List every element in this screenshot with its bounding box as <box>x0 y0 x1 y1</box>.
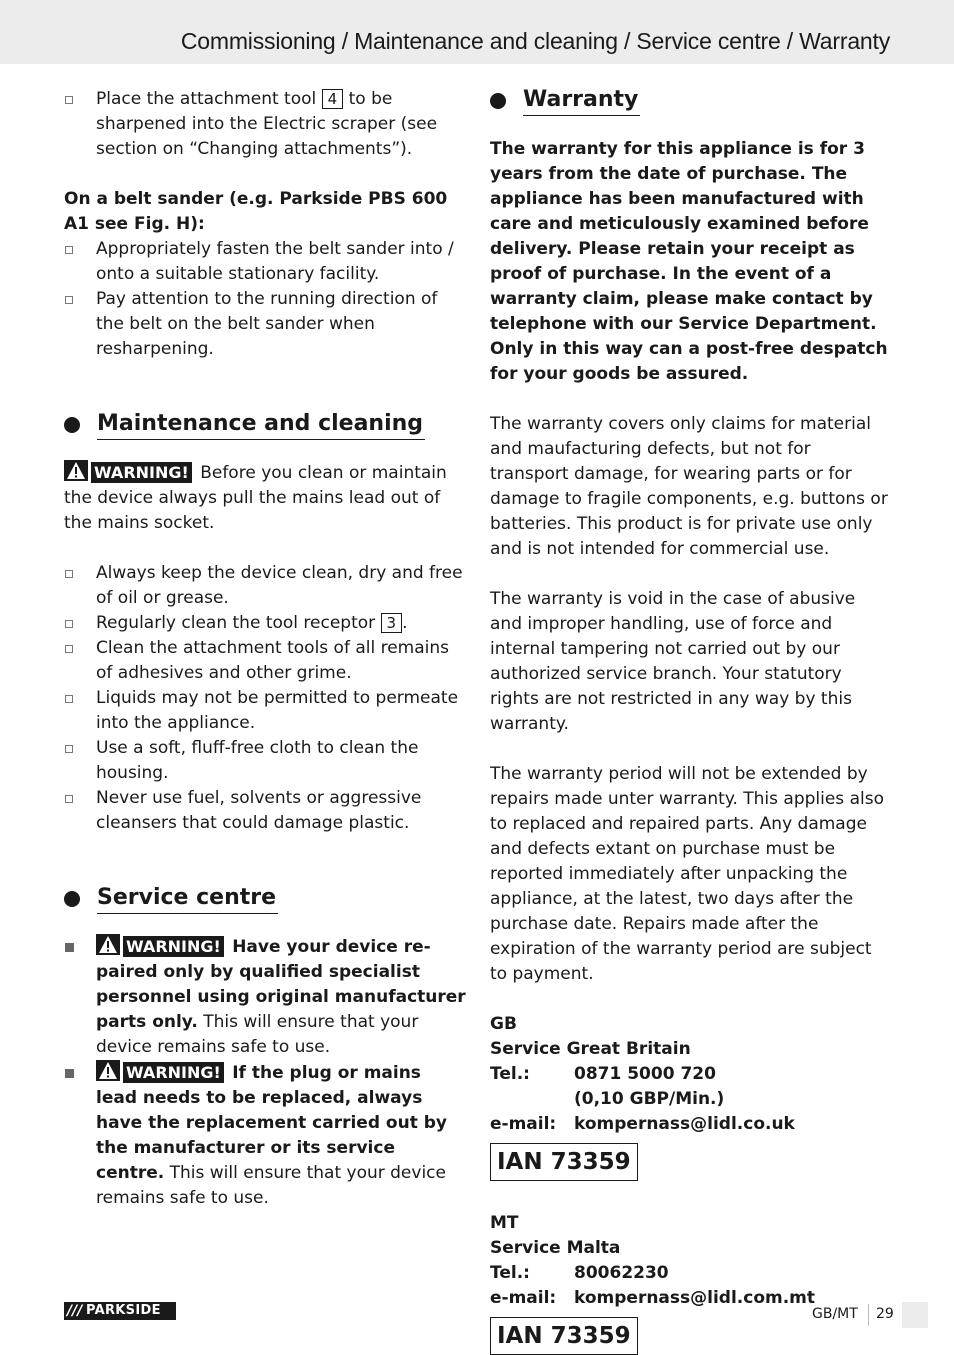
language-code: GB/MT <box>812 1306 858 1322</box>
country-code: GB <box>490 1014 517 1034</box>
warning-triangle-icon <box>96 1060 120 1081</box>
warranty-heading <box>490 85 892 121</box>
ian-box: IAN 73359 <box>490 1143 638 1181</box>
section-title: Service centre <box>97 883 278 914</box>
list-item <box>64 561 466 611</box>
tel-value: 80062230 <box>574 1263 669 1283</box>
warning-bold-text: If the plug or mains lead needs to be replaced, always have the replacement carried out by the manufacturer or its service centre. <box>96 1063 447 1183</box>
maintenance-heading <box>64 409 466 445</box>
list-item <box>64 287 466 362</box>
checkbox-bullet-icon <box>65 745 73 753</box>
item-text: Liquids may not be permitted to permeate into the appliance. <box>96 688 459 733</box>
warning-label: WARNING! <box>91 462 192 483</box>
warning-text: Before you clean or maintain the device always pull the mains lead out of the mains socket. <box>64 463 447 533</box>
checkbox-bullet-icon <box>65 795 73 803</box>
page-header <box>0 0 954 64</box>
page-number: 29 <box>876 1306 894 1322</box>
warning-text: This will ensure that your device remains safe to use. <box>96 1012 419 1057</box>
item-text: Always keep the device clean, dry and free of oil or grease. <box>96 563 463 608</box>
country-code: MT <box>490 1213 519 1233</box>
ian-box: IAN 73359 <box>490 1317 638 1355</box>
warranty-paragraph: The warranty covers only claims for material and maufacturing defects, but not for transport damage, for wearing parts or for damage to fragile components, e.g. buttons or batteries. This product is for private use only and is not intended for commercial use. <box>490 414 888 559</box>
tel-label: Tel.: <box>490 1064 530 1084</box>
section-title: Warranty <box>523 85 640 116</box>
tel-value: 0871 5000 720 <box>574 1064 716 1084</box>
list-item <box>64 87 466 162</box>
warning-triangle-icon <box>64 460 88 481</box>
list-item <box>64 237 466 287</box>
tel-rate: (0,10 GBP/Min.) <box>574 1089 725 1109</box>
item-text: Appropriately fasten the belt sander into / onto a suitable stationary facility. <box>96 239 454 284</box>
right-column <box>490 85 892 1355</box>
list-item <box>64 786 466 836</box>
item-text: Use a soft, fluff-free cloth to clean the housing. <box>96 738 419 783</box>
checkbox-bullet-icon <box>65 695 73 703</box>
logo-stripes-icon: /// <box>67 1303 83 1319</box>
checkbox-bullet-icon <box>65 570 73 578</box>
service-contact-gb <box>490 1012 892 1181</box>
checkbox-bullet-icon <box>65 96 73 104</box>
footer-tab <box>902 1302 928 1328</box>
service-contact-mt <box>490 1211 892 1355</box>
tel-label: Tel.: <box>490 1263 530 1283</box>
checkbox-bullet-icon <box>65 246 73 254</box>
item-text: Place the attachment tool <box>96 89 317 109</box>
list-item <box>64 611 466 636</box>
service-warning-2 <box>64 1060 466 1211</box>
service-name: Service Malta <box>490 1238 621 1258</box>
warranty-paragraph: The warranty period will not be extended by repairs made unter warranty. This applies also to replaced and repaired parts. Any damage and defects extant on purchase must be reported immediately after unpacking the appliance, at the latest, two days after the purchase date. Repairs made after the expiration of the warranty period are subject to payment. <box>490 764 884 984</box>
part-number: 4 <box>322 89 344 109</box>
item-text: Pay attention to the running direction of the belt on the belt sander when resharpening. <box>96 289 438 359</box>
list-item <box>64 736 466 786</box>
item-text: . <box>402 613 408 633</box>
email-label: e-mail: <box>490 1114 557 1134</box>
parkside-logo <box>64 1302 176 1320</box>
service-centre-heading <box>64 883 466 919</box>
warranty-bold-paragraph: The warranty for this appliance is for 3 years from the date of purchase. The appliance has been manufactured with care and meticulously examined before delivery. Please retain your receipt as proof of purchase. In the event of a warranty claim, please make contact by telephone with our Service Department. Only in this way can a post-free despatch for your goods be assured. <box>490 139 888 384</box>
email-value[interactable]: kompernass@lidl.com.mt <box>574 1288 816 1308</box>
logo-text: PARKSIDE <box>86 1303 161 1318</box>
warning-text: This will ensure that your device remains safe to use. <box>96 1163 446 1208</box>
email-label: e-mail: <box>490 1288 557 1308</box>
checkbox-bullet-icon <box>65 296 73 304</box>
email-value[interactable]: kompernass@lidl.co.uk <box>574 1114 795 1134</box>
item-text: Regularly clean the tool receptor <box>96 613 376 633</box>
item-text: Never use fuel, solvents or aggressive cleansers that could damage plastic. <box>96 788 422 833</box>
warning-label: WARNING! <box>123 1062 224 1083</box>
list-item <box>64 686 466 736</box>
section-dot-icon <box>490 93 506 109</box>
item-text: to be sharpened into the Electric scraper (see section on “Changing attachments”). <box>96 89 438 159</box>
service-name: Service Great Britain <box>490 1039 691 1059</box>
list-item <box>64 636 466 686</box>
left-column <box>64 87 466 1211</box>
warning-triangle-icon <box>96 934 120 955</box>
belt-sander-heading: On a belt sander (e.g. Parkside PBS 600 A1 see Fig. H): <box>64 189 448 234</box>
footer-divider <box>868 1304 869 1326</box>
section-dot-icon <box>64 891 80 907</box>
square-bullet-icon <box>65 1069 74 1078</box>
warning-label: WARNING! <box>123 936 224 957</box>
checkbox-bullet-icon <box>65 645 73 653</box>
section-title: Maintenance and cleaning <box>97 409 425 440</box>
square-bullet-icon <box>65 943 74 952</box>
section-dot-icon <box>64 417 80 433</box>
service-warning-1 <box>64 934 466 1060</box>
warranty-paragraph: The warranty is void in the case of abusive and improper handling, use of force and internal tampering not carried out by our authorized service branch. Your statutory rights are not restricted in any way by this warranty. <box>490 589 856 734</box>
checkbox-bullet-icon <box>65 620 73 628</box>
page-title: Commissioning / Maintenance and cleaning / Service centre / Warranty <box>180 28 890 54</box>
part-number: 3 <box>381 613 403 633</box>
maintenance-warning <box>64 460 466 536</box>
item-text: Clean the attachment tools of all remains of adhesives and other grime. <box>96 638 450 683</box>
warning-bold-text: Have your device re-paired only by qualified specialist personnel using original manufacturer parts only. <box>96 937 466 1032</box>
